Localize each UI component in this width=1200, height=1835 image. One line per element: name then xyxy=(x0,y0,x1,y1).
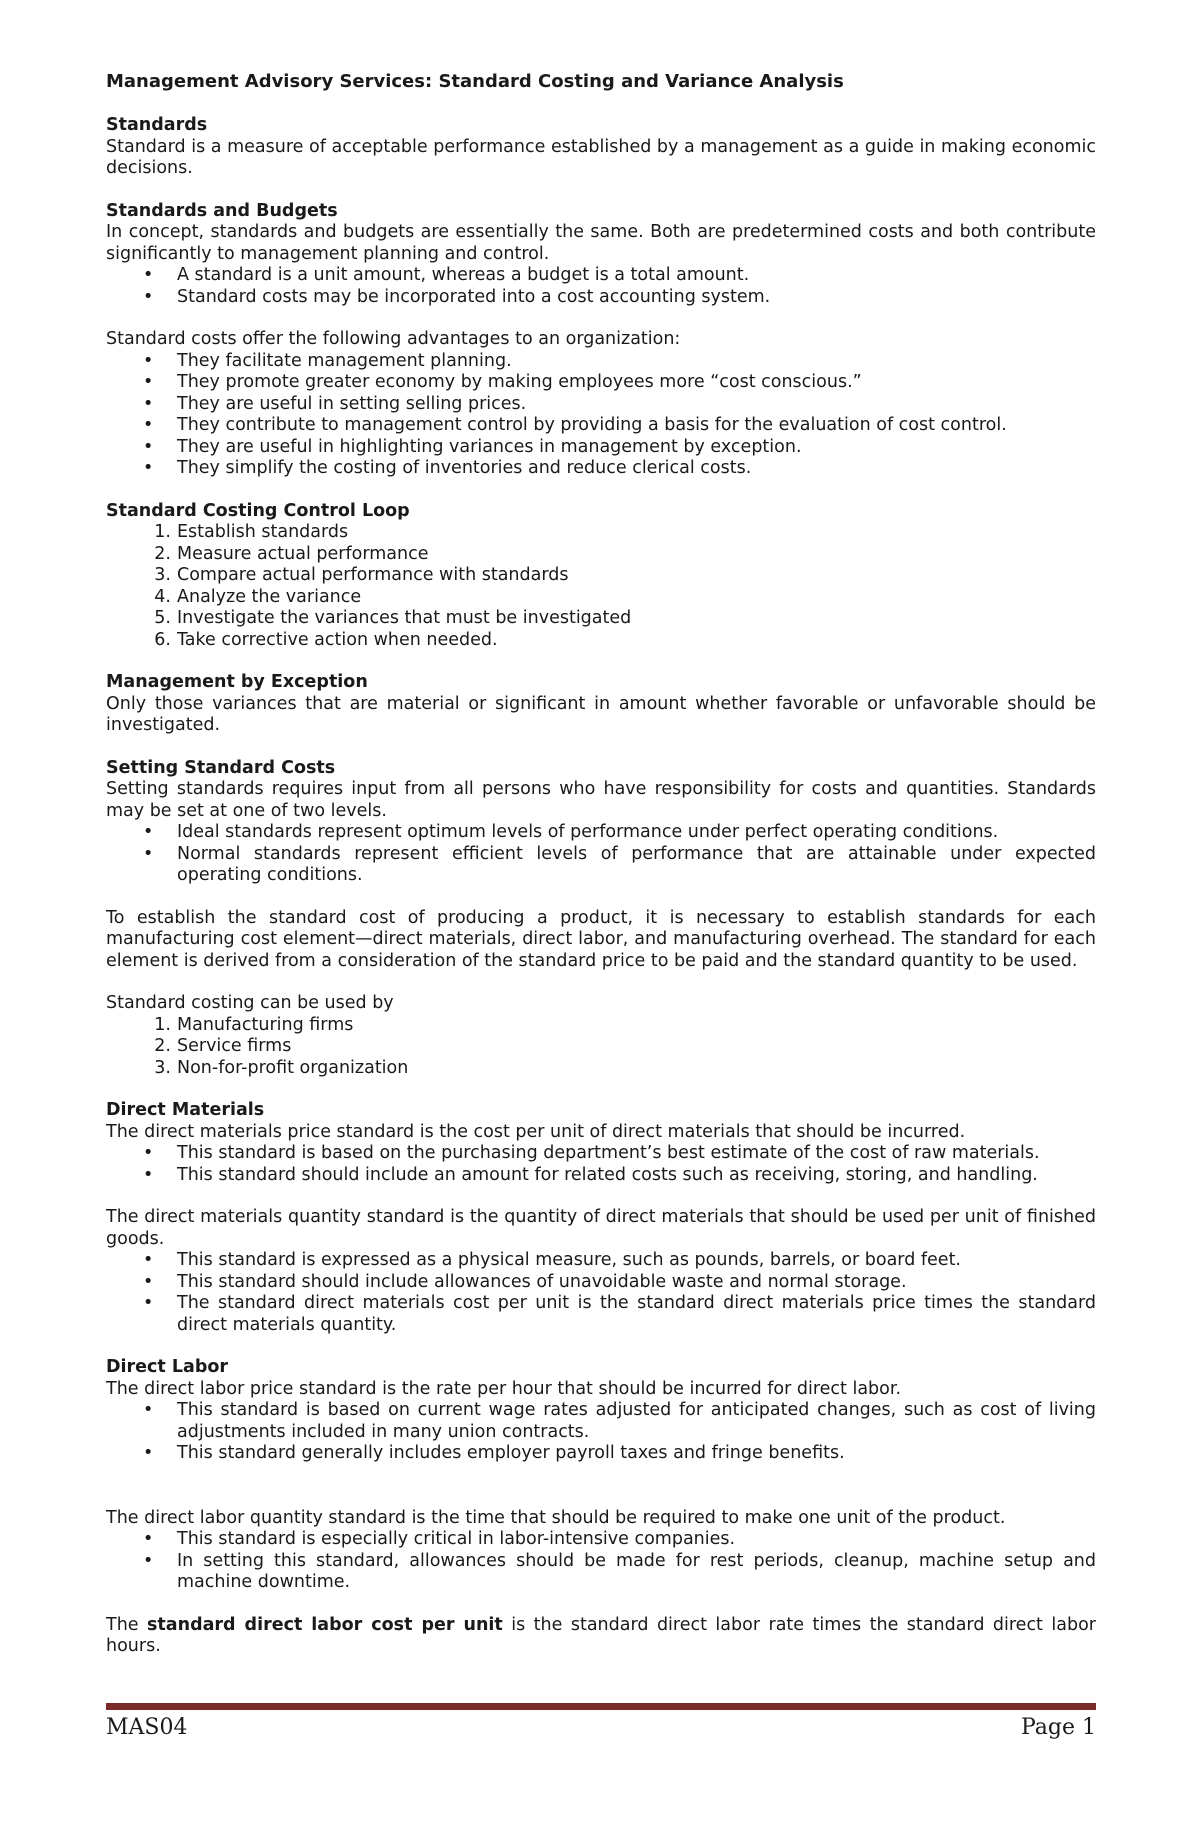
section-direct-labor xyxy=(106,1357,1096,1465)
paragraph: Standard is a measure of acceptable performance established by a management as a guide in making economic decisions. xyxy=(106,136,1096,178)
bullet-list xyxy=(106,1143,1096,1186)
section-heading: Standard Costing Control Loop xyxy=(106,500,410,521)
list-number: 2. xyxy=(154,1036,171,1056)
list-item xyxy=(154,586,1096,609)
list-item xyxy=(154,1057,1096,1080)
section-standards xyxy=(106,115,1096,180)
text-run: The xyxy=(106,1614,148,1635)
paragraph: Standard costs offer the following advantages to an organization: xyxy=(106,329,681,349)
section-management-by-exception xyxy=(106,672,1096,737)
bullet-list xyxy=(106,265,1096,308)
footer-course-code: MAS04 xyxy=(106,1715,188,1740)
paragraph xyxy=(106,1615,1096,1658)
list-item: • They facilitate management planning. xyxy=(177,351,1096,373)
list-number: 2. xyxy=(154,543,171,564)
paragraph: In concept, standards and budgets are essentially the same. Both are predetermined costs and both contribute significantly to management planning and control. xyxy=(106,222,1096,264)
list-item: • This standard is based on the purchasing department’s best estimate of the cost of raw materials. xyxy=(177,1143,1096,1165)
paragraph: Setting standards requires input from all persons who have responsibility for costs and quantities. Standards may be set at one of two levels. xyxy=(106,779,1096,821)
list-item: • Ideal standards represent optimum levels of performance under perfect operating conditions. xyxy=(177,822,1096,844)
section-direct-materials-quantity xyxy=(106,1207,1096,1336)
section-direct-labor-quantity xyxy=(106,1508,1096,1594)
list-item: • They are useful in setting selling prices. xyxy=(177,394,1096,416)
paragraph: The direct labor quantity standard is the time that should be required to make one unit of the product. xyxy=(106,1507,1006,1528)
section-heading: Setting Standard Costs xyxy=(106,757,336,778)
list-item: • This standard generally includes employer payroll taxes and fringe benefits. xyxy=(177,1443,1096,1465)
list-item: • This standard is expressed as a physical measure, such as pounds, barrels, or board feet. xyxy=(177,1250,1096,1272)
list-item xyxy=(154,1014,1096,1037)
list-text: Manufacturing firms xyxy=(177,1014,354,1035)
list-text: Non-for-profit organization xyxy=(177,1057,409,1078)
bullet-list xyxy=(106,822,1096,887)
list-item: • This standard should include an amount for related costs such as receiving, storing, and handling. xyxy=(177,1165,1096,1187)
section-establish xyxy=(106,908,1096,973)
bullet-list xyxy=(106,351,1096,480)
section-advantages xyxy=(106,329,1096,480)
section-heading: Direct Materials xyxy=(106,1100,265,1120)
list-text: Establish standards xyxy=(177,522,349,542)
list-item xyxy=(154,565,1096,587)
numbered-list xyxy=(106,522,1096,651)
list-text: Investigate the variances that must be investigated xyxy=(177,608,632,628)
paragraph: The direct labor price standard is the rate per hour that should be incurred for direct labor. xyxy=(106,1378,902,1399)
list-item: • They simplify the costing of inventories and reduce clerical costs. xyxy=(177,458,1096,480)
paragraph: To establish the standard cost of producing a product, it is necessary to establish standards for each manufacturing cost element—direct materials, direct labor, and manufacturing overhead. The standard for each element is derived from a consideration of the standard price to be paid and the standard quantity to be used. xyxy=(106,907,1096,971)
list-text: Service firms xyxy=(177,1036,292,1056)
bullet-list xyxy=(106,1250,1096,1336)
list-item: • Normal standards represent efficient levels of performance that are attainable under expected operating conditions. xyxy=(177,844,1096,887)
list-item: • A standard is a unit amount, whereas a budget is a total amount. xyxy=(177,265,1096,287)
list-item: • In setting this standard, allowances should be made for rest periods, cleanup, machine setup and machine downtime. xyxy=(177,1551,1096,1594)
list-number: 1. xyxy=(154,522,171,542)
list-number: 3. xyxy=(154,565,171,585)
list-number: 5. xyxy=(154,608,171,628)
bullet-list xyxy=(106,1400,1096,1465)
list-number: 1. xyxy=(154,1014,171,1035)
list-text: Analyze the variance xyxy=(177,586,362,607)
section-heading: Standards and Budgets xyxy=(106,200,338,221)
list-item: • They contribute to management control by providing a basis for the evaluation of cost control. xyxy=(177,415,1096,437)
section-heading: Direct Labor xyxy=(106,1357,228,1377)
list-item xyxy=(154,608,1096,630)
list-number: 6. xyxy=(154,629,171,650)
section-used-by xyxy=(106,993,1096,1079)
section-direct-materials xyxy=(106,1100,1096,1186)
list-text: Compare actual performance with standards xyxy=(177,565,569,585)
section-heading: Management by Exception xyxy=(106,672,368,692)
text-run: is the standard direct labor rate times the standard direct labor hours. xyxy=(106,1614,1096,1656)
section-setting-standard-costs xyxy=(106,758,1096,887)
bullet-list xyxy=(106,1529,1096,1594)
list-item: • This standard should include allowances of unavoidable waste and normal storage. xyxy=(177,1272,1096,1294)
list-item xyxy=(154,1036,1096,1058)
list-item: • They promote greater economy by making employees more “cost conscious.” xyxy=(177,372,1096,394)
list-item: • They are useful in highlighting variances in management by exception. xyxy=(177,437,1096,459)
list-item xyxy=(154,629,1096,652)
list-item: • This standard is especially critical in labor-intensive companies. xyxy=(177,1529,1096,1551)
paragraph: The direct materials quantity standard is the quantity of direct materials that should be used per unit of finished goods. xyxy=(106,1207,1096,1249)
paragraph: Standard costing can be used by xyxy=(106,993,394,1013)
section-standards-and-budgets xyxy=(106,201,1096,309)
numbered-list xyxy=(106,1015,1096,1080)
list-item xyxy=(154,543,1096,566)
list-number: 3. xyxy=(154,1057,171,1078)
list-item xyxy=(154,522,1096,544)
footer-rule xyxy=(106,1703,1096,1710)
list-text: Measure actual performance xyxy=(177,543,429,564)
list-text: Take corrective action when needed. xyxy=(177,629,498,650)
paragraph: The direct materials price standard is the cost per unit of direct materials that should be incurred. xyxy=(106,1121,966,1142)
footer-page-number: Page 1 xyxy=(1020,1715,1096,1740)
list-item: • This standard is based on current wage rates adjusted for anticipated changes, such as cost of living adjustments included in many union contracts. xyxy=(177,1400,1096,1443)
document-title: Management Advisory Services: Standard Costing and Variance Analysis xyxy=(106,71,844,92)
section-control-loop xyxy=(106,501,1096,652)
list-item: • Standard costs may be incorporated into a cost accounting system. xyxy=(177,287,1096,309)
document-page xyxy=(106,70,1096,1679)
section-labor-cost-per-unit xyxy=(106,1615,1096,1658)
list-number: 4. xyxy=(154,586,171,607)
paragraph: Only those variances that are material or significant in amount whether favorable or unfavorable should be investigated. xyxy=(106,693,1096,735)
section-heading: Standards xyxy=(106,115,208,135)
bold-term: standard direct labor cost per unit xyxy=(147,1614,503,1635)
list-item: • The standard direct materials cost per unit is the standard direct materials price times the standard direct materials quantity. xyxy=(177,1293,1096,1336)
